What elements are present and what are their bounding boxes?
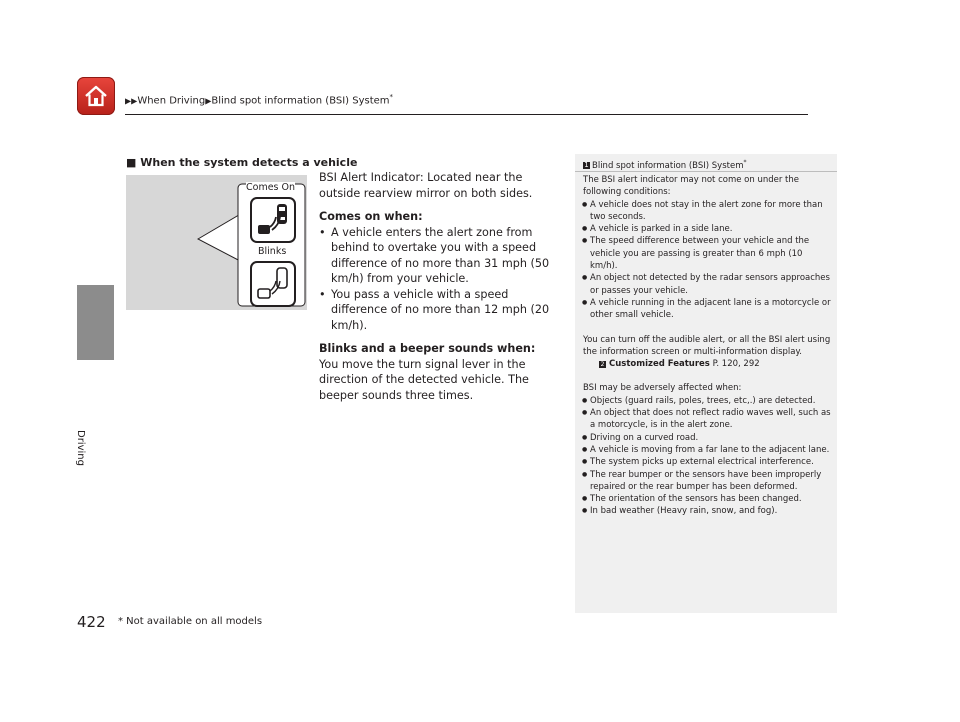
sidebar-intro: The BSI alert indicator may not come on under the following conditions: [583,175,800,198]
sidebar-note [575,154,837,613]
list-item: ● The rear bumper or the sensors have been improperly repaired or the rear bumper has been deformed. [583,469,831,494]
list-item: ● An object not detected by the radar sensors approaches or passes your vehicle. [583,272,831,297]
section-marker: ■ [126,156,137,169]
breadcrumb-item-when-driving[interactable]: When Driving [137,95,206,107]
list-item: • You pass a vehicle with a speed difference of no more than 12 mph (20 km/h). [319,287,559,334]
cross-reference-label[interactable]: Customized Features [609,359,710,370]
indicator-description: BSI Alert Indicator: Located near the outside rearview mirror on both sides. [319,171,533,200]
list-item: ● A vehicle is moving from a far lane to the adjacent lane. [583,444,831,456]
bsi-indicator-blink-icon [250,261,296,307]
page-number: 422 [77,613,106,631]
list-item: ● A vehicle is parked in a side lane. [583,223,831,235]
blinks-description: You move the turn signal lever in the direction of the detected vehicle. The beeper sounds three times. [319,357,529,402]
section-title [126,156,357,169]
header-divider [125,114,808,115]
cross-reference-pages[interactable]: P. 120, 292 [712,359,760,370]
home-icon [82,82,110,110]
blinks-heading: Blinks and a beeper sounds when: [319,342,536,355]
comes-on-heading: Comes on when: [319,210,423,223]
section-title-text: When the system detects a vehicle [140,156,358,169]
chapter-label: Driving [75,430,86,466]
list-item: ● A vehicle does not stay in the alert zone for more than two seconds. [583,199,831,224]
breadcrumb-arrow-icon: ▶ [205,96,212,106]
cross-reference[interactable] [583,358,831,370]
breadcrumb-arrow-icon: ▶▶ [125,96,138,106]
list-item: • A vehicle enters the alert zone from behind to overtake you with a speed difference of no more than 31 mph (50 km/h) from your vehicle. [319,225,559,287]
sidebar-title: 1 Blind spot information (BSI) System* [584,159,747,171]
comes-on-label: Comes On [246,182,296,193]
bsi-indicator-figure [126,175,307,310]
list-item: ● The orientation of the sensors has been changed. [583,493,831,505]
breadcrumb-item-bsi[interactable]: Blind spot information (BSI) System [211,95,390,107]
list-item: ● In bad weather (Heavy rain, snow, and fog). [583,505,831,517]
bsi-indicator-on-icon [250,197,296,243]
main-text [319,170,559,403]
list-item: ● The speed difference between your vehicle and the vehicle you are passing is greater than 6 mph (10 km/h). [583,235,831,272]
list-item: ● A vehicle running in the adjacent lane is a motorcycle or other small vehicle. [583,297,831,322]
cross-reference-icon: 2 [600,361,605,369]
footnote: * Not available on all models [118,616,263,627]
chapter-tab[interactable] [77,285,114,360]
blinks-label: Blinks [258,246,287,257]
home-button[interactable] [77,77,115,115]
list-item: ● Driving on a curved road. [583,432,831,444]
affected-intro: BSI may be adversely affected when: [583,383,742,394]
list-item: ● The system picks up external electrical interference. [583,456,831,468]
note-badge-icon: 1 [584,160,589,169]
list-item: ● An object that does not reflect radio waves well, such as a motorcycle, is in the alert zone. [583,407,831,432]
availability-mark: * [389,93,394,101]
sidebar-divider [575,171,837,172]
list-item: ● Objects (guard rails, poles, trees, etc,.) are detected. [583,395,831,407]
sidebar-body [583,174,831,518]
breadcrumb [125,93,393,106]
turn-off-text: You can turn off the audible alert, or all the BSI alert using the information screen or multi-information display. [583,334,831,357]
